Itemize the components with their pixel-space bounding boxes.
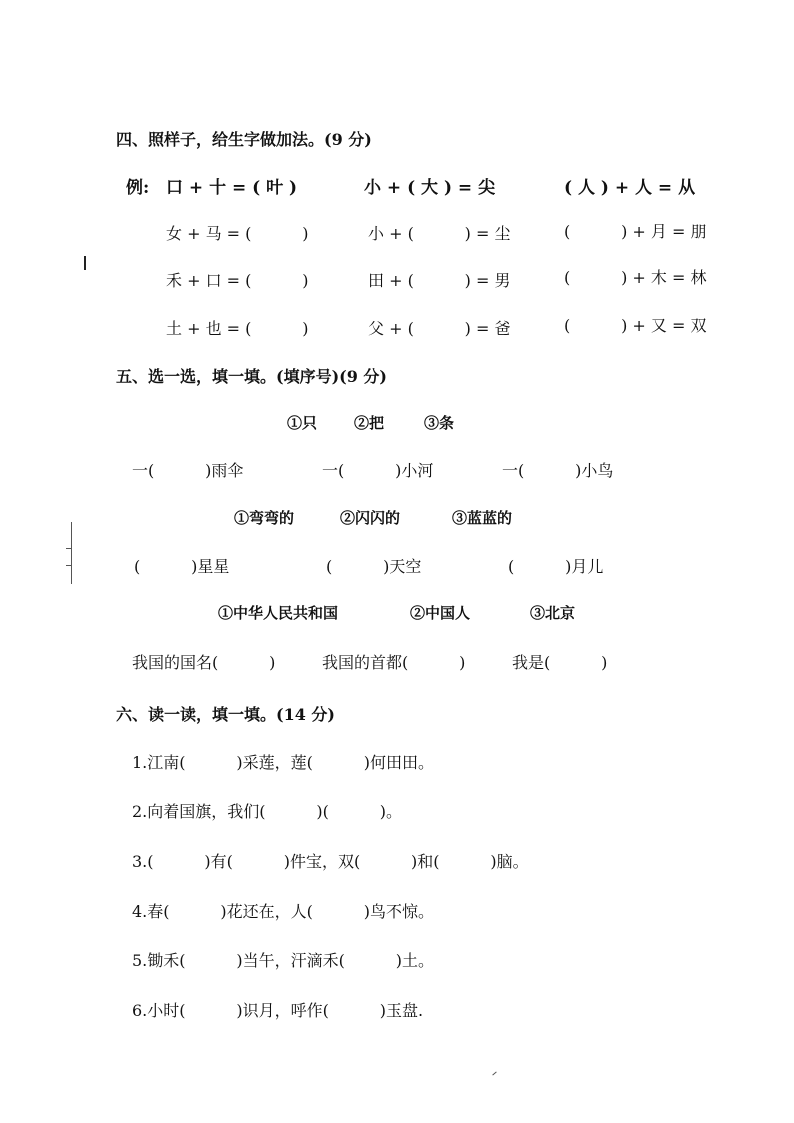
addition-question: ( ) + 又 = 双 [564,316,707,335]
addition-question: ( ) + 月 = 朋 [564,222,707,241]
option-item: ②中国人 [410,604,471,622]
section6-heading: 六、读一读，填一填。(14 分) [116,705,335,724]
example-label: 例: [126,178,150,198]
example-item: ( 人 ) + 人 = 从 [564,178,696,198]
fill-blank-item: 一( )小河 [322,461,434,480]
poem-blank-item: 4.春( )花还在，人( )鸟不惊。 [132,902,434,921]
poem-blank-item: 3.( )有( )件宝，双( )和( )脑。 [132,852,529,871]
addition-question: ( ) + 木 = 林 [564,268,707,287]
margin-mark [84,256,86,270]
fill-blank-item: 我国的首都( ) [322,653,466,672]
margin-mark [66,548,72,549]
fill-blank-item: 我是( ) [512,653,608,672]
fill-blank-item: ( )天空 [326,557,422,576]
fill-blank-item: 一( )小鸟 [502,461,614,480]
poem-blank-item: 2.向着国旗，我们( )( )。 [132,802,402,821]
option-item: ①中华人民共和国 [218,604,339,622]
poem-blank-item: 1.江南( )采莲，莲( )何田田。 [132,753,434,772]
addition-question: 女 + 马 = ( ) [166,224,309,243]
option-item: ③条 [424,414,455,432]
addition-question: 小 + ( ) = 尘 [368,224,511,243]
addition-question: 土 + 也 = ( ) [166,319,309,338]
margin-mark [492,1072,496,1076]
margin-mark [71,522,72,584]
example-item: 口 + 十 = ( 叶 ) [166,178,298,198]
option-item: ③北京 [530,604,576,622]
option-item: ①弯弯的 [234,509,295,527]
fill-blank-item: 一( )雨伞 [132,461,244,480]
margin-mark [66,565,72,566]
poem-blank-item: 6.小时( )识月，呼作( )玉盘. [132,1001,424,1020]
section5-heading: 五、选一选，填一填。(填序号)(9 分) [116,367,387,386]
option-item: ②闪闪的 [340,509,401,527]
section4-heading: 四、照样子，给生字做加法。(9 分) [116,130,372,149]
fill-blank-item: 我国的国名( ) [132,653,276,672]
fill-blank-item: ( )星星 [134,557,230,576]
option-item: ①只 [287,414,318,432]
example-item: 小 + ( 大 ) = 尖 [364,178,496,198]
poem-blank-item: 5.锄禾( )当午，汗滴禾( )土。 [132,951,434,970]
fill-blank-item: ( )月儿 [508,557,604,576]
addition-question: 禾 + 口 = ( ) [166,271,309,290]
addition-question: 田 + ( ) = 男 [368,271,511,290]
addition-question: 父 + ( ) = 爸 [368,319,511,338]
option-item: ③蓝蓝的 [452,509,513,527]
option-item: ②把 [354,414,385,432]
